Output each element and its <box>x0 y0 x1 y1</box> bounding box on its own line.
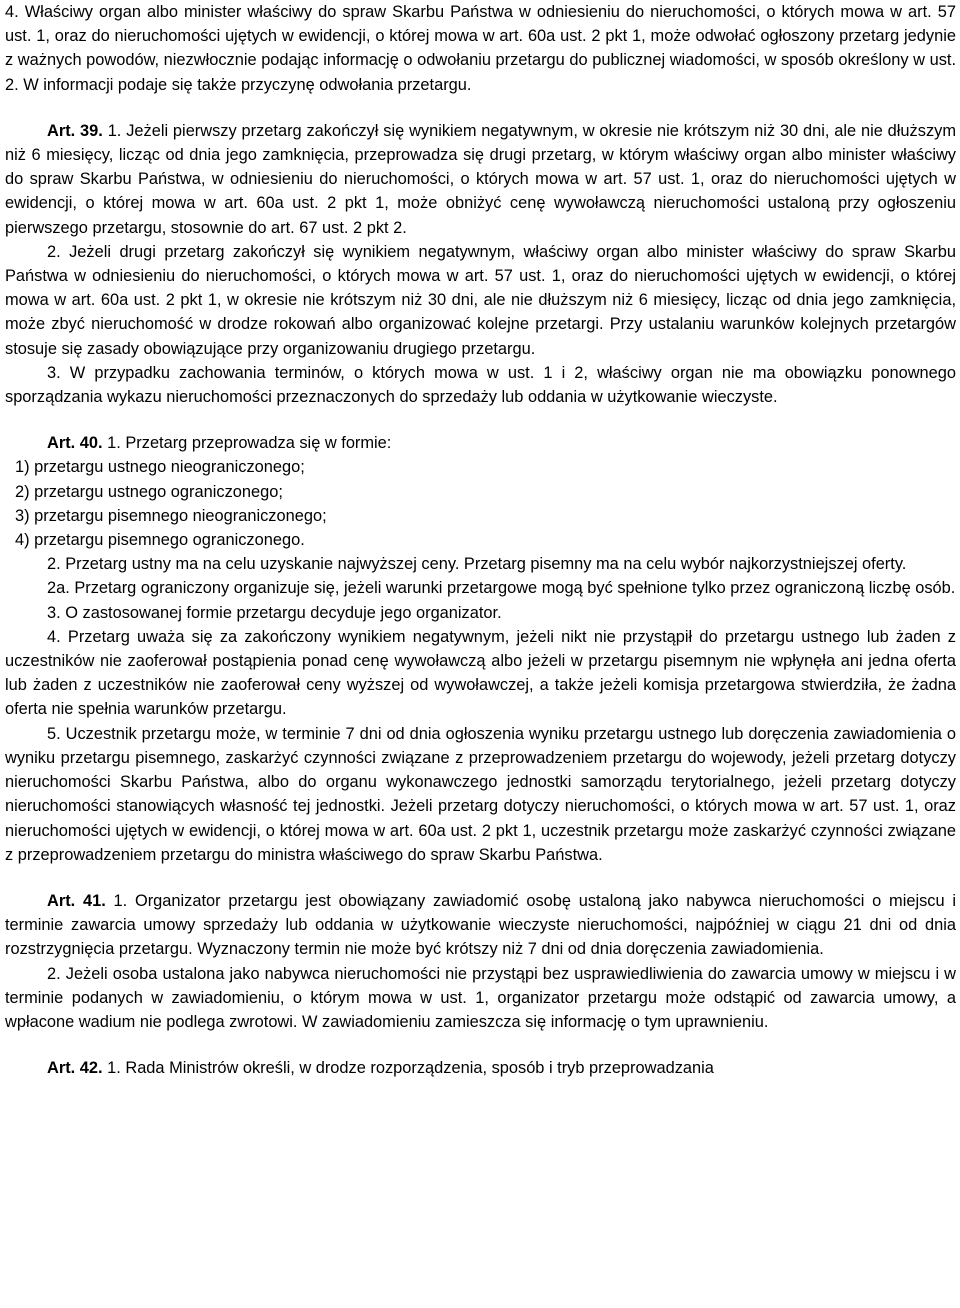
art41-para-2: 2. Jeżeli osoba ustalona jako nabywca nieruchomości nie przystąpi bez usprawiedliwienia do zawarcia umowy w miejscu i w terminie podanych w zawiadomieniu, o którym mowa w ust. 1, organizator przetargu może odstąpić od zawarcia umowy, a wpłacone wadium nie podlega zwrotowi. W zawiadomieniu zamieszcza się informację o tym uprawnieniu. <box>5 964 956 1031</box>
art40-para-1-text: 1. Przetarg przeprowadza się w formie: <box>102 434 392 453</box>
art42-para-1-text: 1. Rada Ministrów określi, w drodze rozporządzenia, sposób i tryb przeprowadzania <box>102 1059 714 1078</box>
art39-label: Art. 39. <box>47 121 103 140</box>
art42-label: Art. 42. <box>47 1059 103 1078</box>
list-item: 4) przetargu pisemnego ograniczonego. <box>15 531 305 550</box>
art41-para-1-text: 1. Organizator przetargu jest obowiązany zawiadomić osobę ustaloną jako nabywca nieruchomości o miejscu i terminie zawarcia umowy sprzedaży lub oddania w użytkowanie wieczyste nieruchomości, najpóźniej w ciągu 21 dni od dnia rozstrzygnięcia przetargu. Wyznaczony termin nie może być krótszy niż 7 dni od dnia doręczenia zawiadomienia. <box>5 891 956 959</box>
art40-para-2: 2. Przetarg ustny ma na celu uzyskanie najwyższej ceny. Przetarg pisemny ma na celu wybór najkorzystniejszej oferty. <box>47 555 907 574</box>
art41-label: Art. 41. <box>47 891 106 910</box>
art40-para-4: 4. Przetarg uważa się za zakończony wynikiem negatywnym, jeżeli nikt nie przystąpił do przetargu ustnego lub żaden z uczestników nie zaoferował postąpienia ponad cenę wywoławczą albo jeżeli w przetargu pisemnym nie wpłynęła ani jedna oferta lub żaden z uczestników nie zaoferował ceny wyższej od wywoławczej, a także jeżeli komisja przetargowa stwierdziła, że żadna oferta nie spełnia warunków przetargu. <box>5 627 956 719</box>
art39-para-2: 2. Jeżeli drugi przetarg zakończył się wynikiem negatywnym, właściwy organ albo minister właściwy do spraw Skarbu Państwa w odniesieniu do nieruchomości, o których mowa w art. 57 ust. 1, oraz do nieruchomości ujętych w ewidencji, o której mowa w art. 60a ust. 2 pkt 1, w okresie nie krótszym niż 30 dni, ale nie dłuższym niż 6 miesięcy, licząc od dnia jego zamknięcia, może zbyć nieruchomość w drodze rokowań albo organizować kolejne przetargi. Przy ustalaniu warunków kolejnych przetargów stosuje się zasady obowiązujące przy organizowaniu drugiego przetargu. <box>5 242 956 358</box>
art40-form-list <box>5 455 956 552</box>
art39-para-1 <box>5 119 956 240</box>
art40-label: Art. 40. <box>47 434 103 453</box>
art41-para-1 <box>5 889 956 962</box>
list-item: 2) przetargu ustnego ograniczonego; <box>15 482 283 501</box>
art39-para-1-text: 1. Jeżeli pierwszy przetarg zakończył się wynikiem negatywnym, w okresie nie krótszym niż 30 dni, ale nie dłuższym niż 6 miesięcy, licząc od dnia jego zamknięcia, przeprowadza się drugi przetarg, w którym właściwy organ albo minister właściwy do spraw Skarbu Państwa, w odniesieniu do nieruchomości, o których mowa w art. 57 ust. 1, oraz do nieruchomości ujętych w ewidencji, o której mowa w art. 60a ust. 2 pkt 1, może obniżyć cenę wywoławczą nieruchomości ustaloną przy ogłoszeniu pierwszego przetargu, stosownie do art. 67 ust. 2 pkt 2. <box>5 121 956 237</box>
art40-para-3: 3. O zastosowanej formie przetargu decyduje jego organizator. <box>47 603 502 622</box>
art40-para-2a: 2a. Przetarg ograniczony organizuje się, jeżeli warunki przetargowe mogą być spełnione tylko przez ograniczoną liczbę osób. <box>47 579 956 598</box>
art38-para-4: 4. Właściwy organ albo minister właściwy do spraw Skarbu Państwa w odniesieniu do nieruchomości, o których mowa w art. 57 ust. 1, oraz do nieruchomości ujętych w ewidencji, o której mowa w art. 60a ust. 2 pkt 1, może odwołać ogłoszony przetarg jedynie z ważnych powodów, niezwłocznie podając informację o odwołaniu przetargu do publicznej wiadomości, w sposób określony w ust. 2. W informacji podaje się także przyczynę odwołania przetargu. <box>5 3 956 94</box>
art42-para-1 <box>5 1056 956 1080</box>
list-item: 3) przetargu pisemnego nieograniczonego; <box>15 506 327 525</box>
art40-para-1 <box>5 431 956 455</box>
art39-para-3: 3. W przypadku zachowania terminów, o których mowa w ust. 1 i 2, właściwy organ nie ma obowiązku ponownego sporządzania wykazu nieruchomości przeznaczonych do sprzedaży lub oddania w użytkowanie wieczyste. <box>5 363 956 407</box>
list-item: 1) przetargu ustnego nieograniczonego; <box>15 458 305 477</box>
art40-para-5: 5. Uczestnik przetargu może, w terminie 7 dni od dnia ogłoszenia wyniku przetargu ustnego lub doręczenia zawiadomienia o wyniku przetargu pisemnego, zaskarżyć czynności związane z przeprowadzeniem przetargu do wojewody, jeżeli przetarg dotyczy nieruchomości Skarbu Państwa, albo do organu wykonawczego jednostki samorządu terytorialnego, jeżeli przetarg dotyczy nieruchomości stanowiących własność tej jednostki. Jeżeli przetarg dotyczy nieruchomości, o których mowa w art. 57 ust. 1, oraz nieruchomości ujętych w ewidencji, o której mowa w art. 60a ust. 2 pkt 1, uczestnik przetargu może zaskarżyć czynności związane z przeprowadzeniem przetargu do ministra właściwego do spraw Skarbu Państwa. <box>5 724 956 864</box>
